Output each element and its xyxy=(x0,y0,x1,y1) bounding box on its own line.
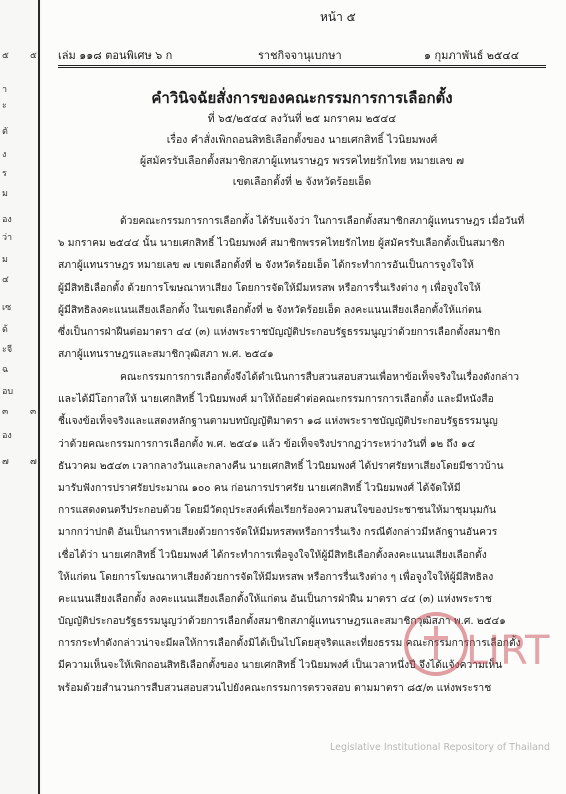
margin-fragment: ๔ xyxy=(2,275,9,285)
margin-fragment: ม xyxy=(2,255,8,265)
paragraph-2-line: บัญญัติประกอบรัฐธรรมนูญว่าด้วยการเลือกตั้งสมาชิกสภาผู้แทนราษฎรและสมาชิกวุฒิสภา พ.ศ. ๒๕๔๑ xyxy=(58,615,506,628)
subject-line: เรื่อง คำสั่งเพิกถอนสิทธิเลือกตั้งของ นายเศกสิทธิ์ ไวนิยมพงศ์ xyxy=(166,134,438,146)
margin-fragment: อบ xyxy=(2,387,14,397)
margin-fragment: ะจี xyxy=(2,345,13,355)
paragraph-1-line: ๖ มกราคม ๒๕๔๔ นั้น นายเศกสิทธิ์ ไวนิยมพงศ์ สมาชิกพรรคไทยรักไทย ผู้สมัครรับเลือกตั้งเป็นสมาชิก xyxy=(58,237,505,250)
lirt-logo-icon xyxy=(400,598,550,698)
margin-fragment: ตั xyxy=(2,127,8,137)
margin-fragment: อง xyxy=(2,215,12,225)
candidate-line: ผู้สมัครรับเลือกตั้งสมาชิกสภาผู้แทนราษฎร พรรคไทยรักไทย หมายเลข ๗ xyxy=(139,155,465,167)
page-fold-line xyxy=(38,0,40,794)
paragraph-1-line: ด้วยคณะกรรมการการเลือกตั้ง ได้รับแจ้งว่า ในการเลือกตั้งสมาชิกสภาผู้แทนราษฎร เมื่อวันที่ xyxy=(120,215,525,227)
paragraph-2-line: พร้อมด้วยสำนวนการสืบสวนสอบสวนไปยังคณะกรรมการตรวจสอบ ตามมาตรา ๘๕/๓ แห่งพระราช xyxy=(58,681,492,694)
paragraph-2-line: คณะกรรมการการเลือกตั้งจึงได้ดำเนินการสืบสวนสอบสวนเพื่อหาข้อเท็จจริงในเรื่องดังกล่าว xyxy=(120,371,520,383)
margin-fragment: ม xyxy=(2,189,8,199)
paragraph-2-line: ว่าด้วยคณะกรรมการการเลือกตั้ง พ.ศ. ๒๕๔๑ แล้ว ข้อเท็จจริงปรากฏว่าระหว่างวันที่ ๑๒ ถึง ๑๔ xyxy=(58,437,476,450)
margin-fragment: ฉ xyxy=(2,365,9,375)
paragraph-1-line: สภาผู้แทนราษฎร หมายเลข ๗ เขตเลือกตั้งที่ ๒ จังหวัดร้อยเอ็ด ได้กระทำการอันเป็นการจูงใจให้ xyxy=(58,259,474,272)
paragraph-2-line: มารับฟังการปราศรัยประมาณ ๑๐๐ คน ก่อนการปราศรัย นายเศกสิทธิ์ ไวนิยมพงศ์ ได้จัดให้มี xyxy=(58,481,461,494)
margin-fragment: า xyxy=(2,85,8,95)
paragraph-2-line: เชื่อได้ว่า นายเศกสิทธิ์ ไวนิยมพงศ์ ได้กระทำการเพื่อจูงใจให้ผู้มีสิทธิเลือกตั้งลงคะแนนเสียงเลือกตั้ง xyxy=(58,548,487,561)
paragraph-2-line: ชี้แจงข้อเท็จจริงและแสดงหลักฐานตามบทบัญญัติมาตรา ๑๘ แห่งพระราชบัญญัติประกอบรัฐธรรมนูญ xyxy=(58,415,498,428)
paragraph-2-line: การแสดงดนตรีประกอบด้วย โดยมีวัตถุประสงค์เพื่อเรียกร้องความสนใจของประชาชนให้มาชุมนุมกัน xyxy=(58,504,497,517)
publication-date: ๑ กุมภาพันธ์ ๒๕๔๔ xyxy=(424,49,520,62)
paragraph-1 xyxy=(58,210,548,365)
margin-fragment: ว่า xyxy=(2,233,13,243)
margin-fragment: อง xyxy=(2,431,12,441)
margin-fragment: ๓ xyxy=(2,407,9,417)
page-number: หน้า ๕ xyxy=(320,10,356,24)
margin-fragment: ด้ xyxy=(2,325,8,335)
lirt-logo-text: LIRT xyxy=(466,628,550,674)
paragraph-2-line: ธันวาคม ๒๕๔๓ เวลากลางวันและกลางคืน นายเศกสิทธิ์ ไวนิยมพงศ์ ได้ปราศรัยหาเสียงโดยมีชาวบ้าน xyxy=(58,459,504,472)
paragraph-2-line: และได้มีโอกาสให้ นายเศกสิทธิ์ ไวนิยมพงศ์ มาให้ถ้อยคำต่อคณะกรรมการการเลือกตั้ง และมีหนังสือ xyxy=(58,393,494,406)
document-title: คำวินิจฉัยสั่งการของคณะกรรมการการเลือกตั้ง xyxy=(151,89,453,107)
margin-fragment: เซ xyxy=(2,303,12,313)
publication-name: ราชกิจจานุเบกษา xyxy=(258,49,342,62)
paragraph-2-line: ให้แก่ตน โดยการโฆษณาหาเสียงด้วยการจัดให้มีมหรสพ หรือการรื่นเริงต่าง ๆ เพื่อจูงใจให้ผู้มีสิทธิลง xyxy=(58,570,494,583)
paragraph-1-line: ผู้มีสิทธิเลือกตั้ง ด้วยการโฆษณาหาเสียง โดยการจัดให้มีมหรสพ หรือการรื่นเริงต่าง ๆ เพื่อจูงใจให้ xyxy=(58,281,481,294)
margin-fragment: ๗ xyxy=(30,457,37,467)
paragraph-2-line: มากกว่าปกติ อันเป็นการหาเสียงด้วยการจัดให้มีมหรสพหรือการรื่นเริง กรณีดังกล่าวมีหลักฐานอันควร xyxy=(58,526,498,539)
paragraph-2-line: การกระทำดังกล่าวน่าจะมีผลให้การเลือกตั้งมิได้เป็นไปโดยสุจริตและเที่ยงธรรม คณะกรรมการการเลือกตั้ง xyxy=(58,637,521,650)
margin-fragment: ะ xyxy=(2,101,7,111)
margin-fragment: ๓ xyxy=(30,407,37,417)
paragraph-2-line: คะแนนเสียงเลือกตั้ง ลงคะแนนเสียงเลือกตั้งให้แก่ตน อันเป็นการฝ่าฝืน มาตรา ๔๔ (๓) แห่งพระราช xyxy=(58,592,492,605)
header-rule-secondary xyxy=(58,67,546,68)
margin-fragment: ร xyxy=(2,169,7,179)
order-reference: ที่ ๖๕/๒๕๔๔ ลงวันที่ ๒๕ มกราคม ๒๕๔๔ xyxy=(207,113,397,125)
margin-fragment: ๕ xyxy=(2,51,9,61)
paragraph-1-line: สภาผู้แทนราษฎรและสมาชิกวุฒิสภา พ.ศ. ๒๕๔๑ xyxy=(58,348,274,361)
paragraph-2-line: มีความเห็นจะให้เพิกถอนสิทธิเลือกตั้งของ นายเศกสิทธิ์ ไวนิยมพงศ์ เป็นเวลาหนึ่งปี จึงได้แจ้งความเห็น xyxy=(58,659,503,672)
repository-caption: Legislative Institutional Repository of Thailand xyxy=(330,742,550,753)
margin-fragment: ง xyxy=(2,150,7,160)
header-rule xyxy=(58,65,546,66)
volume-label: เล่ม ๑๑๘ ตอนพิเศษ ๖ ก xyxy=(58,49,173,62)
margin-fragment: ๕ xyxy=(30,51,37,61)
paragraph-1-line: ซึ่งเป็นการฝ่าฝืนต่อมาตรา ๔๔ (๓) แห่งพระราชบัญญัติประกอบรัฐธรรมนูญว่าด้วยการเลือกตั้งสมาชิก xyxy=(58,325,501,338)
paragraph-1-line: ผู้มีสิทธิลงคะแนนเสียงเลือกตั้ง ในเขตเลือกตั้งที่ ๒ จังหวัดร้อยเอ็ด ลงคะแนนเสียงเลือกตั้งให้แก่ตน xyxy=(58,303,482,316)
margin-fragment: ๗ xyxy=(2,457,9,467)
constituency-line: เขตเลือกตั้งที่ ๒ จังหวัดร้อยเอ็ด xyxy=(232,176,372,188)
